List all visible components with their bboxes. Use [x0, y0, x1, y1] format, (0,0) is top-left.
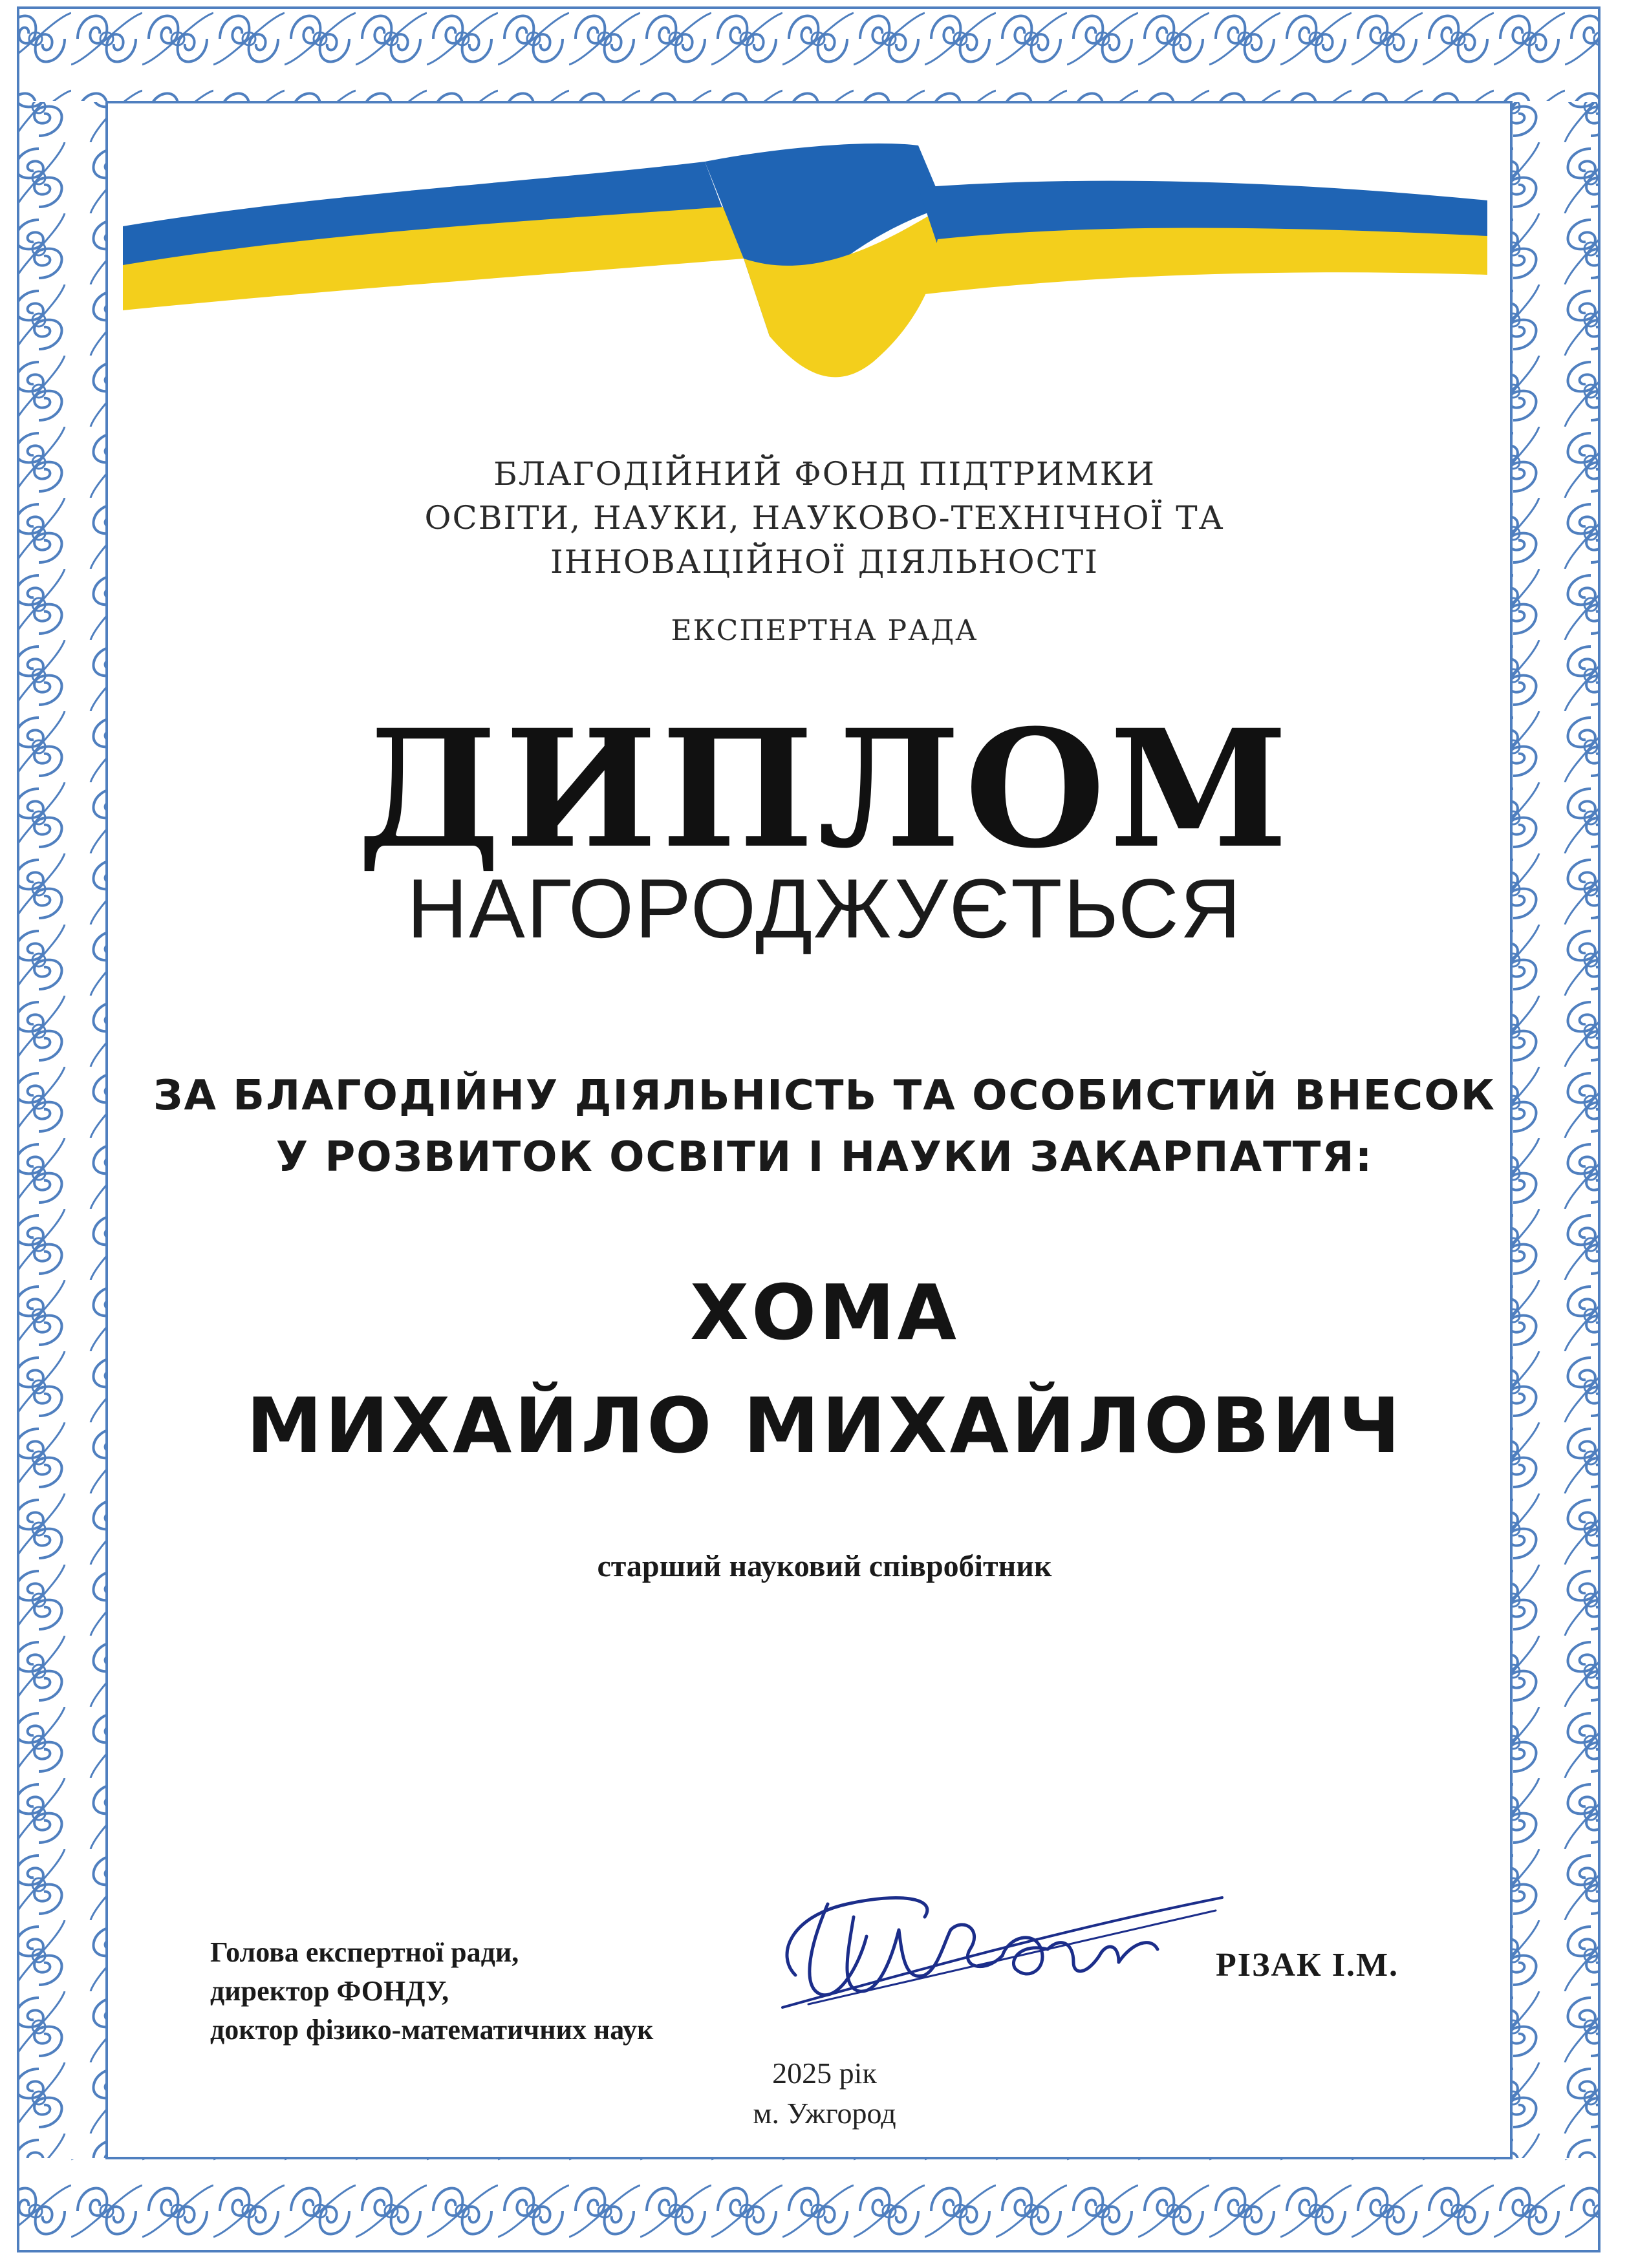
diploma-title: ДИПЛОМ — [356, 694, 1293, 884]
award-reason-line1: ЗА БЛАГОДІЙНУ ДІЯЛЬНІСТЬ ТА ОСОБИСТИЙ ВНЕСОК — [153, 1072, 1496, 1120]
diploma-year: 2025 рік — [772, 2057, 877, 2090]
council-label: ЕКСПЕРТНА РАДА — [671, 614, 978, 647]
flag-ribbon-icon — [123, 136, 1487, 407]
diploma-city: м. Ужгород — [753, 2097, 896, 2130]
org-name-line3: ІННОВАЦІЙНОЇ ДІЯЛЬНОСТІ — [550, 543, 1099, 581]
org-name-line2: ОСВІТИ, НАУКИ, НАУКОВО-ТЕХНІЧНОЇ ТА — [424, 499, 1225, 537]
signatory-role-line2: директор ФОНДУ, — [210, 1975, 449, 2007]
recipient-given-names: МИХАЙЛО МИХАЙЛОВИЧ — [246, 1381, 1403, 1470]
award-reason-line2: У РОЗВИТОК ОСВІТИ І НАУКИ ЗАКАРПАТТЯ: — [275, 1133, 1374, 1181]
signatory-name: РІЗАК І.М. — [1216, 1947, 1399, 1984]
signatory-role-line3: доктор фізико-математичних наук — [210, 2014, 654, 2046]
handwritten-signature — [770, 1878, 1235, 2033]
recipient-position: старший науковий співробітник — [597, 1549, 1052, 1583]
signatory-roles — [210, 1933, 653, 2049]
recipient-surname: ХОМА — [689, 1268, 960, 1357]
signatory-role-line1: Голова експертної ради, — [210, 1936, 519, 1968]
org-name-line1: БЛАГОДІЙНИЙ ФОНД ПІДТРИМКИ — [493, 455, 1156, 493]
awarded-heading: НАГОРОДЖУЄТЬСЯ — [407, 861, 1242, 956]
